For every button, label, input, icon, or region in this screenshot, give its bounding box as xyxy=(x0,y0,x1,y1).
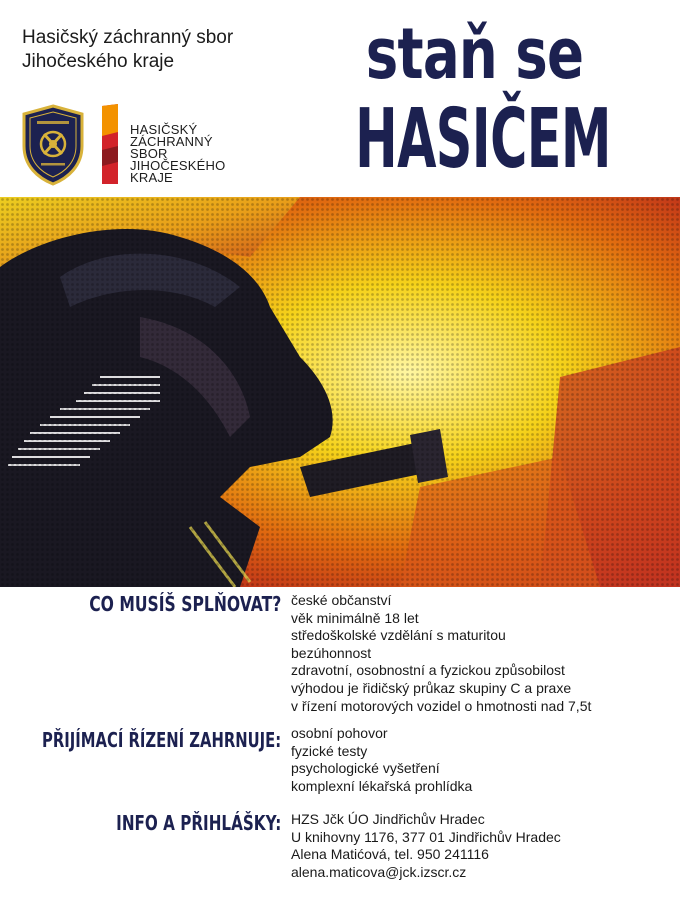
list-item: osobní pohovor xyxy=(291,725,388,741)
contact-email: alena.maticova@jck.izscr.cz xyxy=(291,863,467,880)
list-item: bezúhonnost xyxy=(291,644,372,661)
contact-person-phone: Alena Matićová, tel. 950 241116 xyxy=(291,846,489,863)
regional-logo-line: HASIČSKÝ xyxy=(130,122,198,137)
headline-line2: HASIČEM xyxy=(355,92,611,187)
regional-logo-text xyxy=(130,124,225,184)
list-item: zdravotní, osobnostní a fyzickou způsobilost xyxy=(291,662,565,679)
list-item: fyzické testy xyxy=(291,742,368,759)
regional-logo-line: JIHOČESKÉHO xyxy=(130,158,226,173)
requirements-list xyxy=(291,592,591,715)
admission-list xyxy=(291,725,472,795)
list-item: věk minimálně 18 let xyxy=(291,609,419,626)
contact-list xyxy=(291,811,561,881)
organization-name-line1: Hasičský záchranný sbor xyxy=(22,27,234,48)
organization-name xyxy=(22,26,233,74)
firefighter-badge-icon xyxy=(20,104,86,186)
regional-logo-icon xyxy=(98,102,122,186)
headline-line1: staň se xyxy=(365,13,584,95)
list-item: české občanství xyxy=(291,592,392,608)
admission-label: PŘIJÍMACÍ ŘÍZENÍ ZAHRNUJE: xyxy=(41,728,281,752)
list-item: psychologické vyšetření xyxy=(291,760,440,777)
list-item: komplexní lékařská prohlídka xyxy=(291,777,473,794)
regional-logo-line: SBOR xyxy=(130,146,168,161)
regional-logo-line: KRAJE xyxy=(130,170,173,185)
requirements-label: CO MUSÍŠ SPLŇOVAT? xyxy=(88,592,281,616)
regional-logo-line: ZÁCHRANNÝ xyxy=(130,134,213,149)
contact-label: INFO A PŘIHLÁŠKY: xyxy=(115,811,281,835)
organization-name-line2: Jihočeského kraje xyxy=(22,51,175,72)
contact-address: U knihovny 1176, 377 01 Jindřichův Hradec xyxy=(291,828,561,845)
list-item: středoškolské vzdělání s maturitou xyxy=(291,627,506,644)
list-item: v řízení motorových vozidel o hmotnosti nad 7,5t xyxy=(291,697,592,714)
firefighter-fire-photo xyxy=(0,197,680,587)
list-item: výhodou je řidičský průkaz skupiny C a praxe xyxy=(291,679,572,696)
contact-office: HZS Jčk ÚO Jindřichův Hradec xyxy=(291,811,485,827)
